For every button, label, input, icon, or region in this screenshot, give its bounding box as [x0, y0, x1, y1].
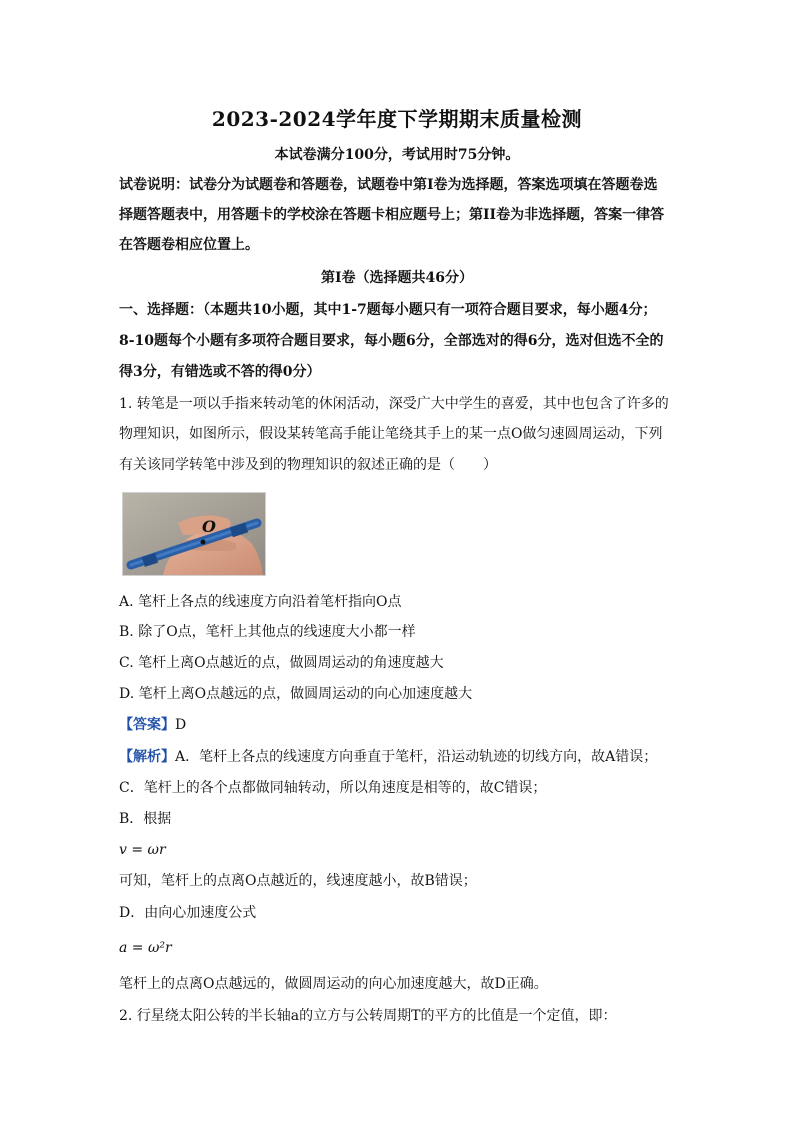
formula-centripetal-acceleration: a = ω²r	[119, 940, 172, 956]
analysis-text-a: A．笔杆上各点的线速度方向垂直于笔杆，沿运动轨迹的切线方向，故A错误；	[175, 749, 658, 765]
page-title: 2023-2024学年度下学期期末质量检测	[211, 107, 583, 131]
section-heading: 第Ⅰ卷（选择题共46分）	[320, 270, 474, 286]
q1-analysis-line-2: C．笔杆上的各个点都做同轴转动，所以角速度是相等的，故C错误；	[119, 780, 547, 796]
answer-tag: 【答案】	[119, 717, 175, 733]
q1-option-a: A. 笔杆上各点的线速度方向沿着笔杆指向O点	[119, 594, 402, 610]
answer-value: D	[175, 717, 187, 733]
q1-stem-line-2: 物理知识，如图所示，假设某转笔高手能让笔绕其手上的某一点O做匀速圆周运动，下列	[119, 426, 663, 442]
q1-analysis-line-3: B．根据	[119, 811, 172, 827]
q1-option-c: C. 笔杆上离O点越近的点，做圆周运动的角速度越大	[119, 655, 444, 671]
instructions-line-2: 择题答题表中，用答题卡的学校涂在答题卡相应题号上；第II卷为非选择题，答案一律答	[119, 207, 665, 223]
pivot-point-label: O	[202, 517, 216, 536]
section-intro-line-2: 8-10题每个小题有多项符合题目要求，每小题6分，全部选对的得6分，选对但选不全的	[119, 333, 664, 349]
q1-analysis-line-6: D．由向心加速度公式	[119, 905, 257, 921]
formula-linear-velocity: v = ωr	[119, 842, 166, 858]
q1-option-b: B. 除了O点，笔杆上其他点的线速度大小都一样	[119, 624, 416, 640]
instructions-line-3: 在答题卷相应位置上。	[119, 237, 259, 253]
q1-stem-line-3: 有关该同学转笔中涉及到的物理知识的叙述正确的是（ ）	[119, 457, 497, 473]
section-intro-line-1: 一、选择题：（本题共10小题，其中1-7题每小题只有一项符合题目要求，每小题4分；	[119, 302, 657, 318]
section-intro-line-3: 得3分，有错选或不答的得0分）	[119, 364, 321, 380]
q1-answer	[119, 715, 679, 735]
q1-option-d: D. 笔杆上离O点越远的点，做圆周运动的向心加速度越大	[119, 686, 473, 702]
instructions-line-1: 试卷说明：试卷分为试题卷和答题卷，试题卷中第Ⅰ卷为选择题，答案选项填在答题卷选	[119, 177, 658, 193]
q1-analysis-line-8: 笔杆上的点离O点越远的，做圆周运动的向心加速度越大，故D正确。	[119, 976, 548, 992]
analysis-tag: 【解析】	[119, 749, 175, 765]
q1-analysis-line-5: 可知，笔杆上的点离O点越近的，线速度越小，故B错误；	[119, 873, 477, 889]
pen-spinning-photo	[122, 492, 266, 576]
q1-stem-line-1: 1. 转笔是一项以手指来转动笔的休闲活动，深受广大中学生的喜爱，其中也包含了许多的	[119, 396, 669, 412]
q2-stem: 2. 行星绕太阳公转的半长轴a的立方与公转周期T的平方的比值是一个定值，即：	[119, 1008, 617, 1024]
exam-subtitle: 本试卷满分100分，考试用时75分钟。	[274, 147, 520, 163]
q1-analysis-line-1	[119, 747, 679, 767]
